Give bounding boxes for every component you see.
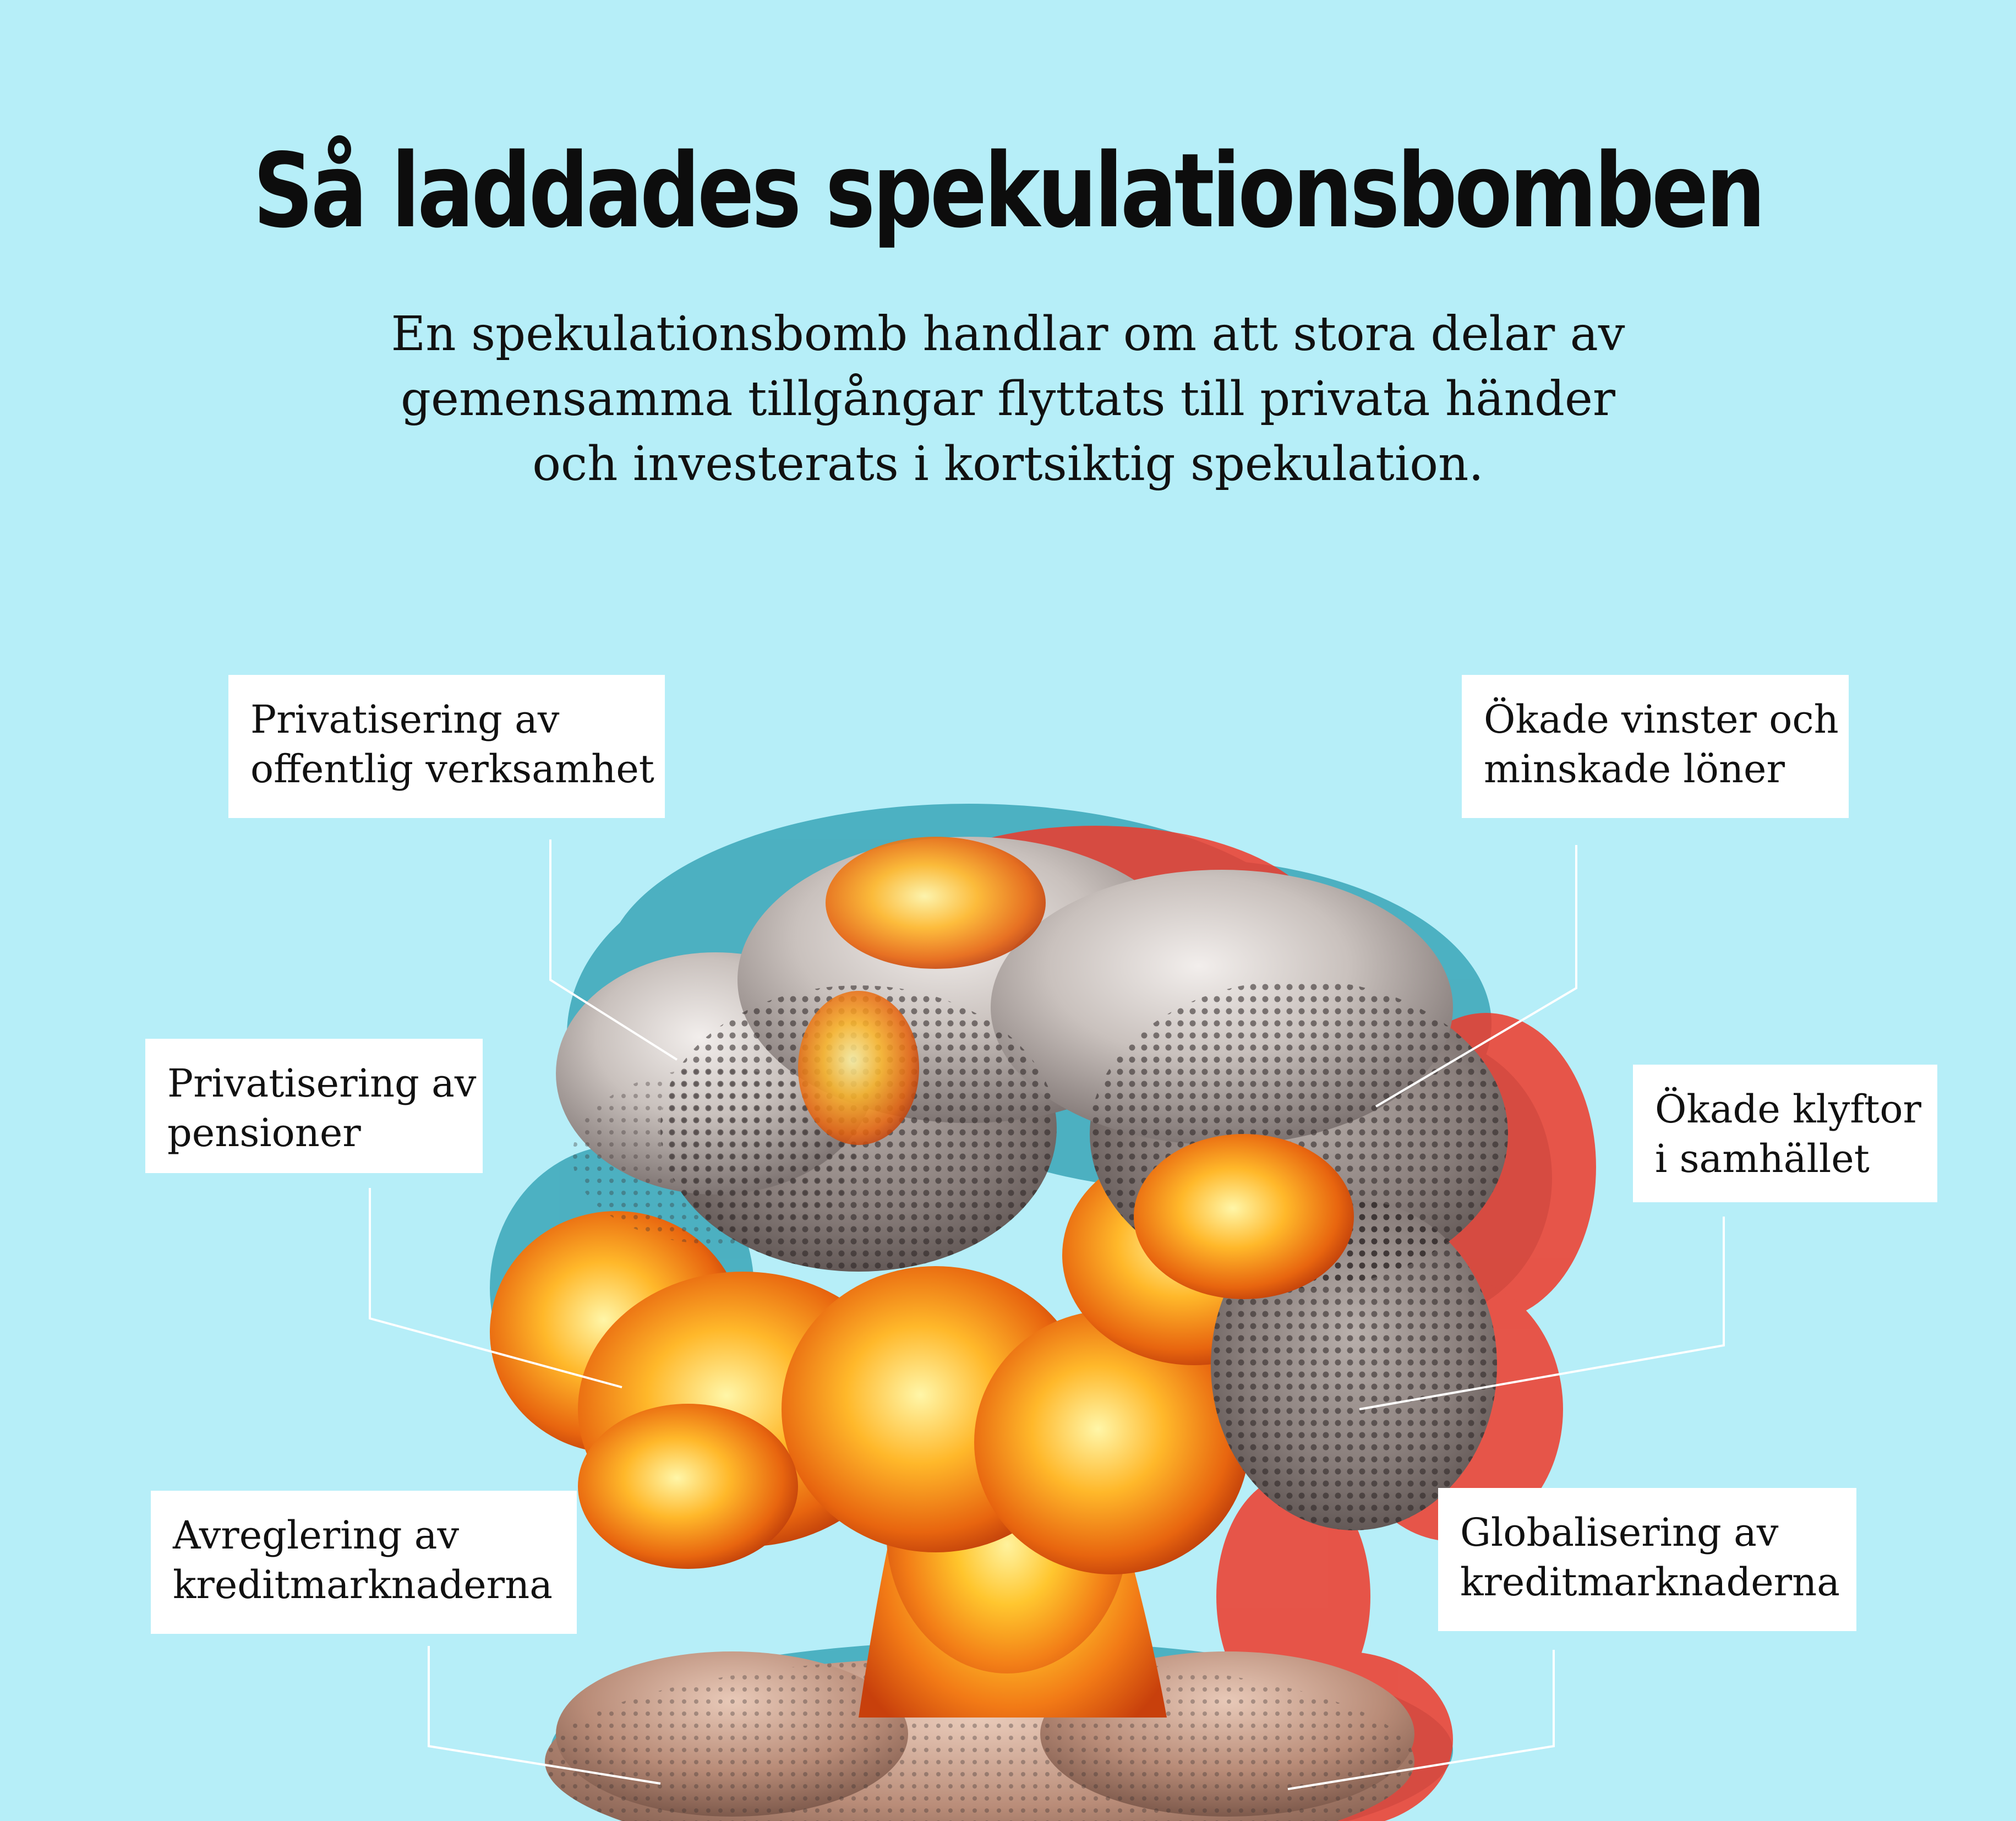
label-line: pensioner: [167, 1110, 361, 1155]
label-line: offentlig verksamhet: [250, 746, 654, 792]
label-line: Privatisering av: [167, 1061, 477, 1106]
label-line: Privatisering av: [250, 697, 560, 742]
label-line: minskade löner: [1484, 746, 1785, 792]
label-privatisering-verksamhet: [228, 675, 665, 818]
page-title: Så laddades spekulationsbomben: [253, 131, 1763, 250]
label-privatisering-pensioner: [145, 1039, 483, 1173]
label-line: Ökade klyftor: [1655, 1087, 1922, 1132]
subtitle-line: och investerats i kortsiktig spekulation.: [532, 437, 1484, 492]
label-line: Ökade vinster och: [1484, 697, 1839, 742]
label-line: Globalisering av: [1460, 1510, 1779, 1555]
subtitle-line: En spekulationsbomb handlar om att stora delar av: [391, 307, 1625, 362]
page-subtitle: [0, 302, 2016, 497]
label-line: kreditmarknaderna: [173, 1562, 553, 1607]
label-line: Avreglering av: [173, 1513, 460, 1558]
subtitle-line: gemensamma tillgångar flyttats till privata händer: [400, 372, 1616, 427]
label-avreglering: [151, 1491, 577, 1634]
label-okade-vinster: [1462, 675, 1849, 818]
label-globalisering: [1438, 1488, 1856, 1631]
label-okade-klyftor: [1633, 1065, 1937, 1202]
label-line: kreditmarknaderna: [1460, 1560, 1840, 1605]
label-line: i samhället: [1655, 1136, 1870, 1181]
